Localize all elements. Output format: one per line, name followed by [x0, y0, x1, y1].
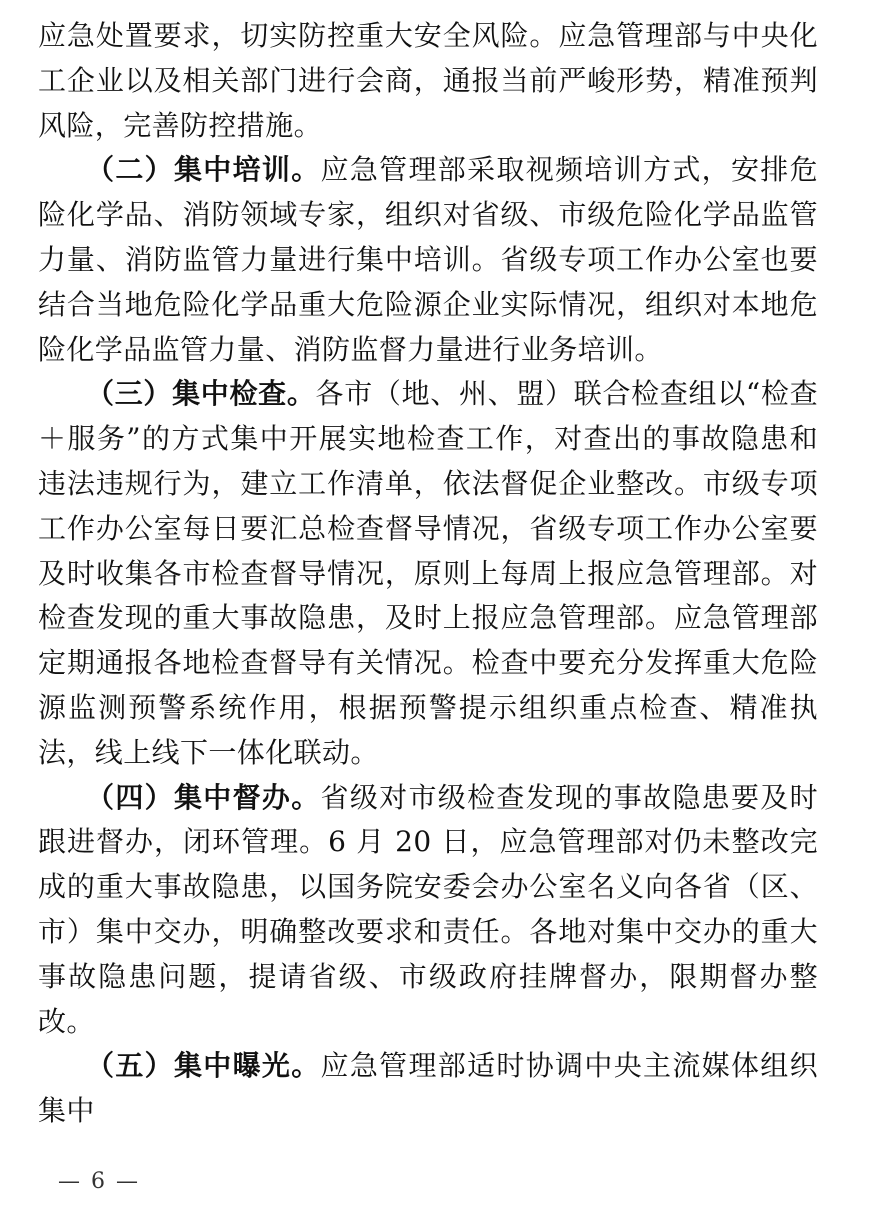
paragraph-inspection	[38, 372, 818, 775]
paragraph-supervision	[38, 776, 818, 1045]
paragraph-body: 应急处置要求，切实防控重大安全风险。应急管理部与中央化工企业以及相关部门进行会商，通报当前严峻形势，精准预判风险，完善防控措施。	[38, 19, 818, 142]
section-heading-exposure: （五）集中曝光。	[86, 1049, 321, 1083]
paragraph-body: 省级对市级检查发现的事故隐患要及时跟进督办，闭环管理。6 月 20 日，应急管理部对仍未整改完成的重大事故隐患，以国务院安委会办公室名义向各省（区、市）集中交办，明确整改要求和责任。各地对集中交办的重大事故隐患问题，提请省级、市级政府挂牌督办，限期督办整改。	[38, 780, 818, 1038]
paragraph-body: 各市（地、州、盟）联合检查组以“检查＋服务”的方式集中开展实地检查工作，对查出的事故隐患和违法违规行为，建立工作清单，依法督促企业整改。市级专项工作办公室每日要汇总检查督导情况，省级专项工作办公室要及时收集各市检查督导情况，原则上每周上报应急管理部。对检查发现的重大事故隐患，及时上报应急管理部。应急管理部定期通报各地检查督导有关情况。检查中要充分发挥重大危险源监测预警系统作用，根据预警提示组织重点检查、精准执法，线上线下一体化联动。	[38, 377, 818, 769]
section-heading-training: （二）集中培训。	[86, 153, 321, 187]
paragraph-exposure	[38, 1044, 818, 1134]
document-page	[38, 14, 818, 1134]
paragraph-continuation	[38, 14, 818, 148]
paragraph-body: 应急管理部采取视频培训方式，安排危险化学品、消防领域专家，组织对省级、市级危险化学品监管力量、消防监管力量进行集中培训。省级专项工作办公室也要结合当地危险化学品重大危险源企业实际情况，组织对本地危险化学品监管力量、消防监督力量进行业务培训。	[38, 153, 818, 366]
page-number: — 6 —	[58, 1169, 140, 1194]
paragraph-training	[38, 148, 818, 372]
paragraph-body: 应急管理部适时协调中央主流媒体组织集中	[38, 1049, 818, 1128]
section-heading-supervision: （四）集中督办。	[86, 780, 321, 814]
section-heading-inspection: （三）集中检查。	[86, 377, 316, 411]
